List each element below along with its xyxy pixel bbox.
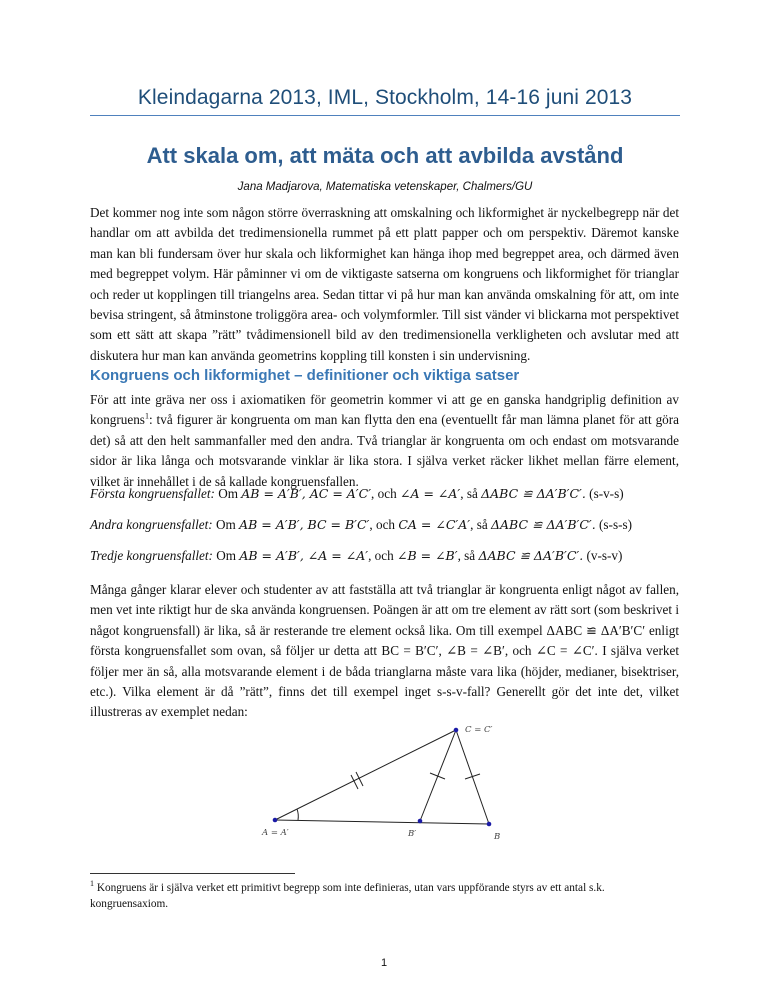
section-heading: Kongruens och likformighet – definitioner och viktiga satser bbox=[90, 367, 520, 384]
case-condition-1: AB = A′B′, AC = A′C′ bbox=[241, 486, 372, 501]
case-sa: , så bbox=[460, 486, 478, 501]
case-sa: , så bbox=[457, 548, 476, 563]
running-header: Kleindagarna 2013, IML, Stockholm, 14-16 juni 2013 bbox=[137, 86, 633, 109]
intro-paragraph: Det kommer nog inte som någon större överraskning att omskalning och likformighet är nyckelbegrepp när det handlar om att avbilda det tredimensionella rummet på ett platt papper och om perspektiv. Däremot kanske man kan bli fundersam över hur skala och likformighet kan hänga ihop med begreppet area, och därmed även med begreppet volym. Här påminner vi om de viktigaste satserna om kongruens och likformighet för trianglar och reder ut kopplingen till triangelns area. Sedan tittar vi på hur man kan använda omskalning för att, om inte bevisa stringent, så åtminstone troliggöra area- och volymformler. Till sist vänder vi blickarna mot perspektivet som ett sätt att skapa ”rätt” tvådimensionell bild av den tredimensionella verkligheten och avslutar med att diskutera hur man kan använda geometrins koppling till konsten i sin undervisning. bbox=[90, 205, 679, 363]
congruence-case-3 bbox=[90, 547, 690, 565]
case-och: , och bbox=[368, 548, 394, 563]
case-tag: (s-v-s) bbox=[589, 486, 624, 501]
congruence-case-1 bbox=[90, 485, 690, 503]
case-condition-1: AB = A′B′, ∠A = ∠A′ bbox=[239, 548, 369, 563]
angle-a-arc bbox=[297, 809, 298, 820]
point-a bbox=[273, 818, 278, 823]
definition-paragraph bbox=[90, 390, 679, 492]
definition-text-start: För att inte gräva ner oss i axiomatiken för geometrin kommer vi att ge en ganska handgriplig definition av kongruens bbox=[90, 392, 679, 428]
definition-text-end: : två figurer är kongruenta om man kan flytta den ena (eventuellt får man lämna planet för att göra det) så att den helt sammanfaller med den andra. Två trianglar är kongruenta om och endast om motsvarande sidor är lika långa och motsvarande vinklar är lika stora. I själva verket räcker likhet mellan färre element, vilket är innehållet i de så kallade kongruensfallen. bbox=[90, 412, 679, 489]
page-number: 1 bbox=[380, 957, 388, 969]
case-condition-2: CA = ∠C′A′ bbox=[398, 517, 471, 532]
case-conclusion: ΔABC ≌ ΔA′B′C′. bbox=[490, 517, 596, 532]
footnote bbox=[90, 880, 679, 912]
footnote-rule bbox=[90, 873, 295, 874]
case-condition-1: AB = A′B′, BC = B′C′ bbox=[239, 517, 370, 532]
application-paragraph: Många gånger klarar elever och studenter av att fastställa att två trianglar är kongruenta enligt något av fallen, men vet inte riktigt hur de ska använda kongruensen. Poängen är att om tre element av rätt sort (som beskrivet i något kongruensfall) är lika, så är resterande tre element också lika. Om till exempel ΔABC ≌ ΔA′B′C′ enligt första kongruensfallet som ovan, så följer ur detta att BC = B′C′, ∠B = ∠B′, och ∠C = ∠C′. I själva verket följer mer än så, alla motsvarande element i de båda trianglarna måste vara lika (höjder, medianer, bisektriser, etc.). Vilka element är då ”rätt”, finns det till exempel inget s-s-v-fall? Generellt gör det inte det, vilket illustreras av exemplet nedan: bbox=[90, 582, 679, 720]
label-c: C = C′ bbox=[465, 725, 493, 735]
author-line: Jana Madjarova, Matematiska vetenskaper, Chalmers/GU bbox=[237, 181, 533, 193]
point-c bbox=[454, 728, 459, 733]
footnote-text: Kongruens är i själva verket ett primitivt begrepp som inte definieras, utan vars uppförande styrs av ett antal s.k. kongruensaxiom. bbox=[90, 882, 605, 910]
case-tag: (v-s-v) bbox=[586, 548, 623, 563]
case-om: Om bbox=[216, 517, 236, 532]
side-cb-prime bbox=[420, 730, 456, 821]
label-b-prime: B′ bbox=[408, 829, 417, 839]
case-sa: , så bbox=[470, 517, 488, 532]
case-conclusion: ΔABC ≌ ΔA′B′C′. bbox=[478, 548, 584, 563]
triangle-figure bbox=[250, 722, 530, 848]
header-rule bbox=[90, 115, 680, 116]
case-om: Om bbox=[216, 548, 237, 563]
case-och: , och bbox=[369, 517, 396, 532]
case-om: Om bbox=[218, 486, 238, 501]
side-ac bbox=[275, 730, 456, 820]
case-condition-2: ∠B = ∠B′ bbox=[397, 548, 458, 563]
label-b: B bbox=[494, 832, 501, 842]
case-label: Första kongruensfallet: bbox=[90, 486, 215, 501]
label-a: A = A′ bbox=[262, 828, 289, 838]
point-b-prime bbox=[418, 819, 423, 824]
footnote-mark: 1 bbox=[90, 879, 94, 889]
document-title: Att skala om, att mäta och att avbilda avstånd bbox=[146, 143, 624, 168]
case-och: , och bbox=[371, 486, 397, 501]
footnote-reference[interactable]: 1 bbox=[144, 412, 149, 422]
case-label: Andra kongruensfallet: bbox=[90, 517, 213, 532]
case-conclusion: ΔABC ≌ ΔA′B′C′. bbox=[481, 486, 586, 501]
case-tag: (s-s-s) bbox=[599, 517, 632, 532]
point-b bbox=[487, 822, 492, 827]
case-condition-2: ∠A = ∠A′ bbox=[399, 486, 461, 501]
congruence-case-2 bbox=[90, 516, 690, 534]
case-label: Tredje kongruensfallet: bbox=[90, 548, 213, 563]
side-ab bbox=[275, 820, 489, 824]
